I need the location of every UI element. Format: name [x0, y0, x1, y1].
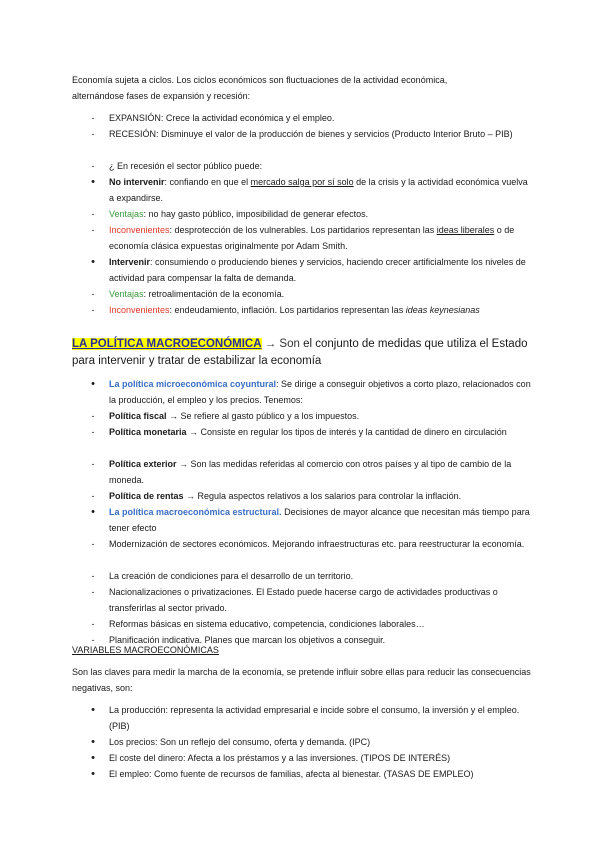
dash-bullet-icon: - [91, 539, 95, 549]
intro-paragraph [72, 72, 532, 104]
mercado-link-text: mercado salga por sí solo [250, 177, 354, 187]
dash-bullet-icon: - [91, 161, 95, 171]
bullet-dot-icon: • [91, 256, 95, 268]
dash-bullet-icon: - [91, 459, 95, 469]
dash-bullet-icon: - [91, 411, 95, 421]
list-item-politica-fiscal: - Política fiscal → Se refiere al gasto público y a los impuestos. [109, 408, 534, 424]
bullet-dot-icon: • [91, 378, 95, 390]
list-item-nacionalizaciones: - Nacionalizaciones o privatizaciones. El Estado puede hacerse cargo de actividades productivas o transferirlas al sector privado. [109, 584, 534, 616]
list-item-precios: • Los precios: Son un reflejo del consumo, oferta y demanda. (IPC) [109, 734, 534, 750]
list-item-intervenir: • Intervenir: consumiendo o produciendo bienes y servicios, haciendo crecer artificialmente los niveles de actividad para compensar la falta de demanda. [109, 254, 534, 286]
dash-bullet-icon: - [91, 225, 95, 235]
list-item-creacion: - La creación de condiciones para el desarrollo de un territorio. [109, 568, 534, 584]
list-item-reformas: - Reformas básicas en sistema educativo, competencia, condiciones laborales… [109, 616, 534, 632]
dash-bullet-icon: - [91, 587, 95, 597]
bullet-dot-icon: • [91, 704, 95, 716]
dash-bullet-icon: - [91, 305, 95, 315]
list-item-sector-publico: - ¿ En recesión el sector público puede: [109, 158, 534, 174]
list-item-inconvenientes-1: - Inconvenientes: desprotección de los vulnerables. Los partidarios representan las ideas liberales o de economía clásica expuestas originalmente por Adam Smith. [109, 222, 534, 254]
dash-bullet-icon: - [91, 571, 95, 581]
list-item-inconvenientes-2: - Inconvenientes: endeudamiento, inflación. Los partidarios representan las ideas keynesianas [109, 302, 534, 318]
list-item-empleo: • El empleo: Como fuente de recursos de familias, afecta al bienestar. (TASAS DE EMPLEO) [109, 766, 534, 782]
list-item-ventajas-2: - Ventajas: retroalimentación de la economía. [109, 286, 534, 302]
variables-intro: Son las claves para medir la marcha de la economía, se pretende influir sobre ellas para reducir las consecuencias negativas, son: [72, 667, 531, 693]
dash-bullet-icon: - [91, 289, 95, 299]
dash-bullet-icon: - [91, 635, 95, 645]
dash-bullet-icon: - [91, 619, 95, 629]
macro-heading-highlight: LA POLÍTICA MACROECONÓMICA [72, 338, 262, 350]
list-item-coyuntural: • La política microeconómica coyuntural: Se dirige a conseguir objetivos a corto plazo, relacionados con la producción, el empleo y los precios. Tenemos: [109, 376, 534, 408]
list-item-modernizacion: - Modernización de sectores económicos. Mejorando infraestructuras etc. para reestructurar la economía. [109, 536, 534, 552]
bullet-dot-icon: • [91, 752, 95, 764]
list-item-recesion: - RECESIÓN: Disminuye el valor de la producción de bienes y servicios (Producto Interior Bruto – PIB) [109, 126, 534, 142]
list-item-ventajas-1: - Ventajas: no hay gasto público, imposibilidad de generar efectos. [109, 206, 534, 222]
bullet-dot-icon: • [91, 736, 95, 748]
dash-bullet-icon: - [91, 491, 95, 501]
list-item-planificacion: - Planificación indicativa. Planes que marcan los objetivos a conseguir. [109, 632, 534, 648]
dash-bullet-icon: - [91, 209, 95, 219]
dash-bullet-icon: - [91, 427, 95, 437]
list-item-coste-dinero: • El coste del dinero: Afecta a los préstamos y a las inversiones. (TIPOS DE INTERÉS) [109, 750, 534, 766]
bullet-dot-icon: • [91, 768, 95, 780]
macro-heading: LA POLÍTICA MACROECONÓMICA → Son el conjunto de medidas que utiliza el Estado para intervenir y tratar de estabilizar la economía [72, 338, 528, 367]
intro-line-2: alternándose fases de expansión y recesión: [72, 91, 251, 101]
variables-title: VARIABLES MACROECONÓMICAS [72, 645, 219, 655]
dash-bullet-icon: - [91, 129, 95, 139]
list-item-politica-monetaria: - Política monetaria → Consiste en regular los tipos de interés y la cantidad de dinero en circulación [109, 424, 534, 440]
list-item-no-intervenir: • No intervenir: confiando en que el mercado salga por sí solo de la crisis y la actividad económica vuelva a expandirse. [109, 174, 534, 206]
bullet-dot-icon: • [91, 176, 95, 188]
list-item-politica-exterior: - Política exterior → Son las medidas referidas al comercio con otros países y al tipo de cambio de la moneda. [109, 456, 534, 488]
bullet-dot-icon: • [91, 506, 95, 518]
list-item-politica-rentas: - Política de rentas → Regula aspectos relativos a los salarios para controlar la inflación. [109, 488, 534, 504]
list-item-expansion: - EXPANSIÓN: Crece la actividad económica y el empleo. [109, 110, 534, 126]
intro-line-1: Economía sujeta a ciclos. Los ciclos económicos son fluctuaciones de la actividad económica, [72, 75, 448, 85]
list-item-estructural: • La política macroeconómica estructural. Decisiones de mayor alcance que necesitan más tiempo para tener efecto [109, 504, 534, 536]
list-item-produccion: • La producción: representa la actividad empresarial e incide sobre el consumo, la inversión y el empleo. (PIB) [109, 702, 534, 734]
dash-bullet-icon: - [91, 113, 95, 123]
ideas-liberales-text: ideas liberales [436, 225, 495, 235]
